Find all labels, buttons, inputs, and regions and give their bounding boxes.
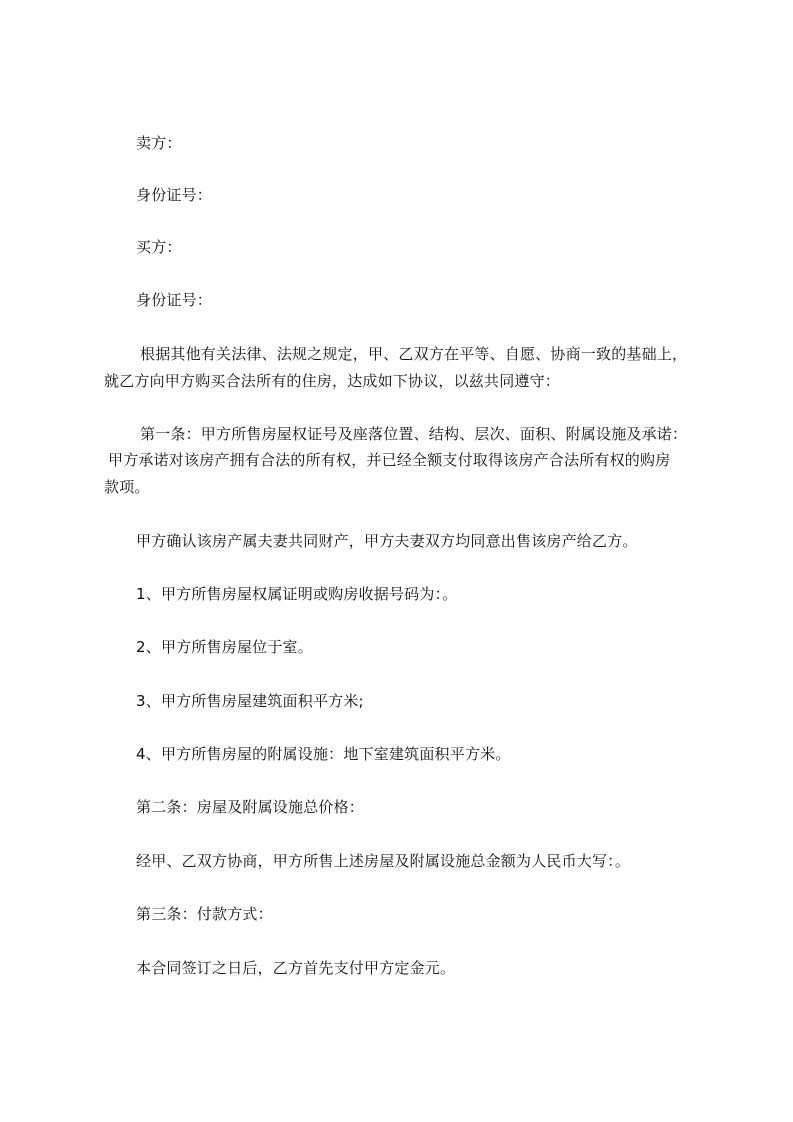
item-4: 4、甲方所售房屋的附属设施：地下室建筑面积平方米。 [136,745,511,763]
item-2: 2、甲方所售房屋位于室。 [136,638,313,656]
article-2-title: 第二条：房屋及附属设施总价格： [136,798,365,816]
article-3-text: 本合同签订之日后，乙方首先支付甲方定金元。 [136,959,456,977]
seller-id-label: 身份证号： [136,186,213,204]
article-2-text: 经甲、乙双方协商，甲方所售上述房屋及附属设施总金额为人民币大写：。 [136,852,631,870]
joint-property-statement: 甲方确认该房产属夫妻共同财产，甲方夫妻双方均同意出售该房产给乙方。 [136,532,638,550]
article-1-line-3: 款项。 [104,478,150,496]
buyer-id-label: 身份证号： [136,291,213,309]
buyer-label: 买方： [136,238,182,256]
item-1: 1、甲方所售房屋权属证明或购房收据号码为：。 [136,585,458,603]
article-3-title: 第三条：付款方式： [136,905,273,923]
seller-label: 卖方： [136,134,182,152]
preamble-line-2: 就乙方向甲方购买合法所有的住房，达成如下协议，以兹共同遵守： [104,372,561,390]
article-1-line-2: 甲方承诺对该房产拥有合法的所有权，并已经全额支付取得该房产合法所有权的购房 [108,451,671,469]
article-1-line-1: 第一条：甲方所售房屋权证号及座落位置、结构、层次、面积、附属设施及承诺： [140,425,688,443]
preamble-line-1: 根据其他有关法律、法规之规定，甲、乙双方在平等、自愿、协商一致的基础上， [140,345,688,363]
item-3: 3、甲方所售房屋建筑面积平方米; [136,692,364,710]
